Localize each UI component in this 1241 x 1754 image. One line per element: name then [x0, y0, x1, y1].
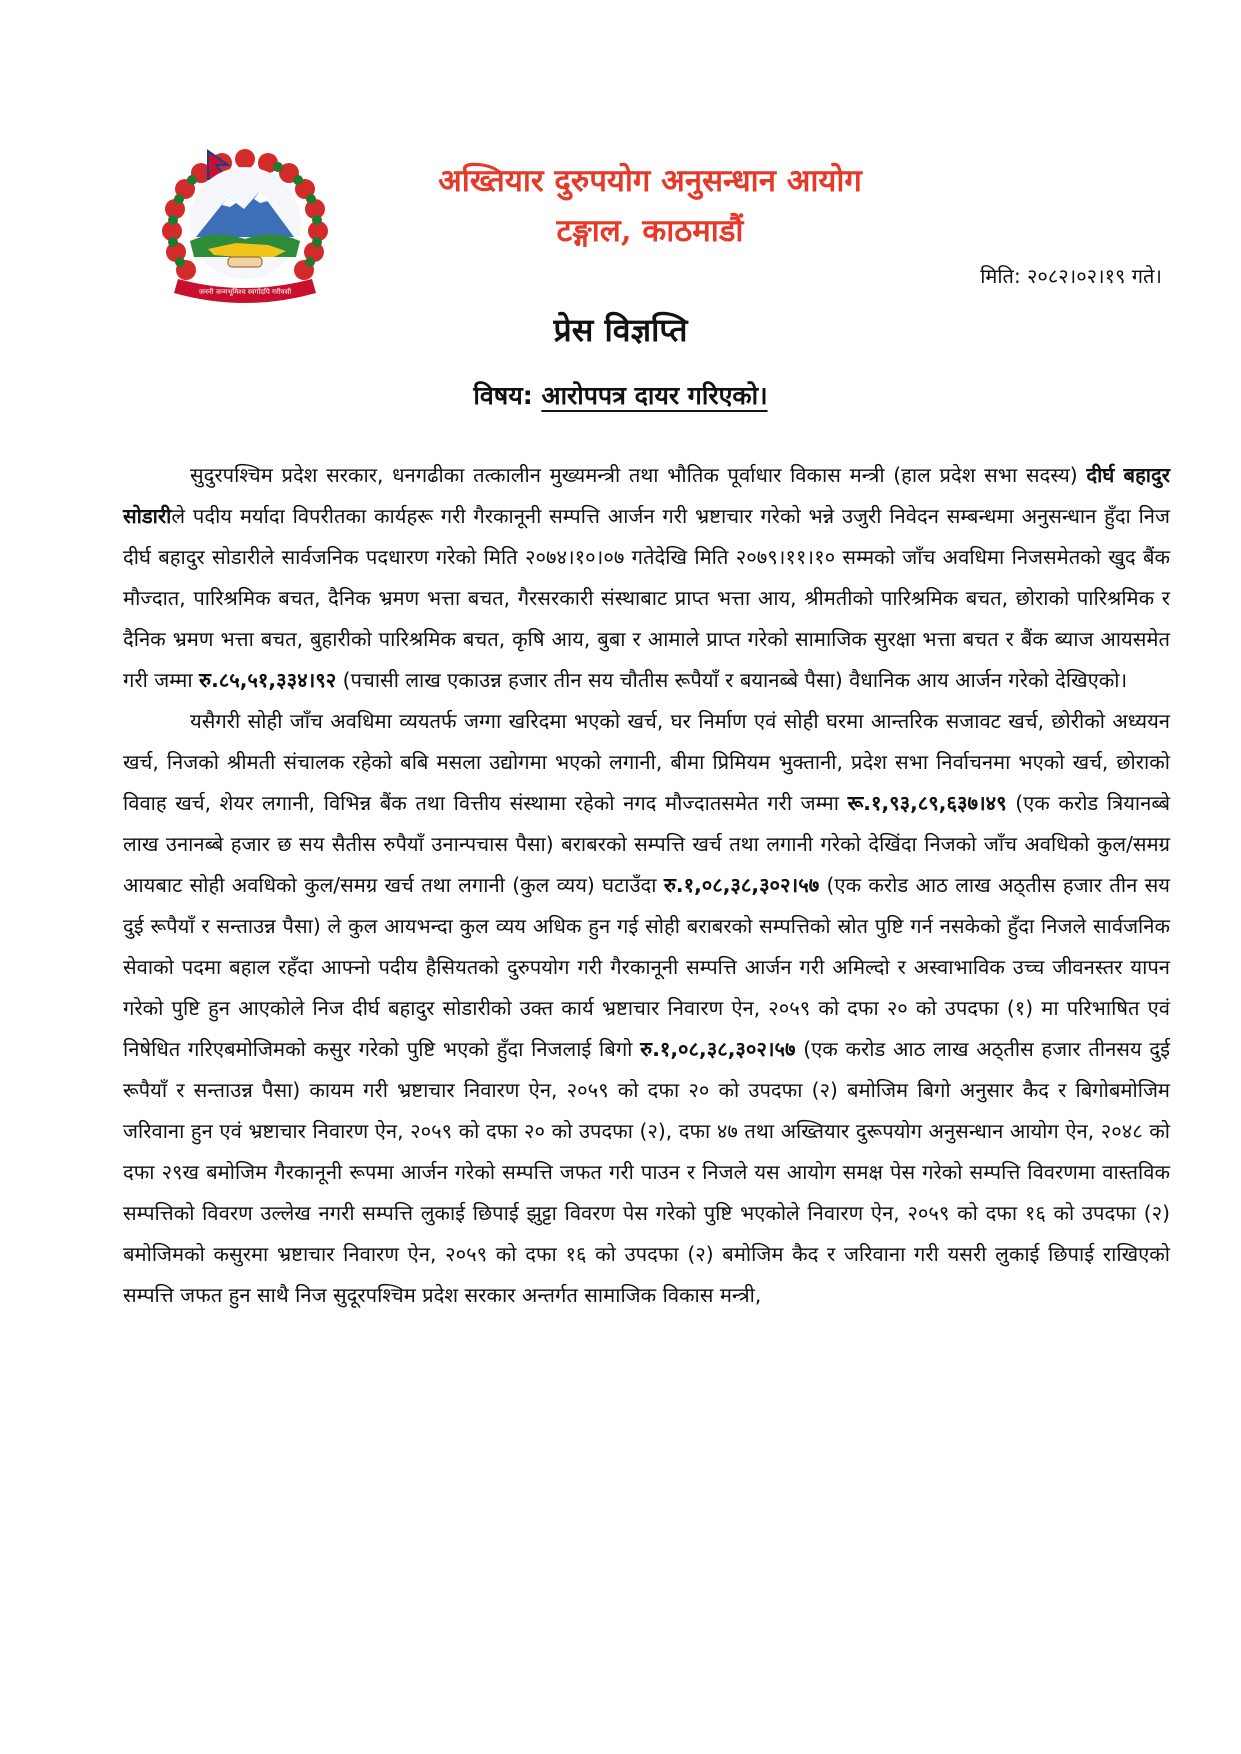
svg-text:जननी जन्मभूमिश्च स्वर्गादपि गर: जननी जन्मभूमिश्च स्वर्गादपि गरीयसी — [198, 288, 292, 296]
paragraph-2 — [123, 701, 1170, 1316]
expenditure-amount: रू.१,९३,८९,६३७।४९ — [847, 791, 1007, 815]
subject-label: विषय: — [473, 381, 533, 410]
legal-income-amount: रु.८५,५१,३३४।९२ — [199, 668, 337, 692]
paragraph-2-text-b: (एक करोड त्रियानब्बे लाख उनानब्बे हजार छ सय सैतीस रुपैयाँ उनान्पचास पैसा) बराबरको सम्पत्ति खर्च तथा लगानी गरेको देखिंदा निजको जाँच अवधिको कुल/समग्र आयबाट सोही अवधिको कुल/समग्र खर्च तथा लगानी (कुल व्यय) घटाउँदा — [123, 791, 1170, 897]
nepal-coat-of-arms-icon — [156, 145, 334, 310]
subject-value: आरोपपत्र दायर गरिएको। — [541, 381, 768, 410]
accused-name: दीर्घ बहादुर सोडारी — [123, 463, 1171, 528]
paragraph-2-text-d: (एक करोड आठ लाख अठ्तीस हजार तीनसय दुई रूपैयाँ र सन्ताउन्न पैसा) कायम गरी भ्रष्टाचार निवारण ऐन, २०५९ को दफा २० को उपदफा (२) बमोजिम बिगो अनुसार कैद र बिगोबमोजिम जरिवाना हुन एवं भ्रष्टाचार निवारण ऐन, २०५९ को दफा २० को उपदफा (२), दफा ४७ तथा अख्तियार दुरूपयोग अनुसन्धान आयोग ऐन, २०४८ को दफा २९ख बमोजिम गैरकानूनी रूपमा आर्जन गरेको सम्पत्ति जफत गरी पाउन र निजले यस आयोग समक्ष पेस गरेको सम्पत्ति विवरणमा वास्तविक सम्पत्तिको विवरण उल्लेख नगरी सम्पत्ति लुकाई छिपाई झुट्टा विवरण पेस गरेको पुष्टि भएकोले निवारण ऐन, २०५९ को दफा १६ को उपदफा (२) बमोजिमको कसुरमा भ्रष्टाचार निवारण ऐन, २०५९ को दफा १६ को उपदफा (२) बमोजिम कैद र जरिवाना गरी यसरी लुकाई छिपाई राखिएको सम्पत्ति जफत हुन साथै निज सुदूरपश्चिम प्रदेश सरकार अन्तर्गत सामाजिक विकास मन्त्री, — [123, 1037, 1170, 1307]
organization-name: अख्तियार दुरुपयोग अनुसन्धान आयोग — [438, 163, 862, 199]
paragraph-2-text-a: यसैगरी सोही जाँच अवधिमा व्ययतर्फ जग्गा खरिदमा भएको खर्च, घर निर्माण एवं सोही घरमा आन्तरिक सजावट खर्च, छोरीको अध्ययन खर्च, निजको श्रीमती संचालक रहेको बबि मसला उद्योगमा भएको लगानी, बीमा प्रिमियम भुक्तानी, प्रदेश सभा निर्वाचनमा भएको खर्च, छोराको विवाह खर्च, शेयर लगानी, विभिन्न बैंक तथा वित्तीय संस्थामा रहेको नगद मौज्दातसमेत गरी जम्मा — [123, 709, 1170, 815]
bigo-amount: रु.१,०८,३८,३०२।५७ — [640, 1037, 796, 1061]
paragraph-2-text-c: (एक करोड आठ लाख अठ्तीस हजार तीन सय दुई रूपैयाँ र सन्ताउन्न पैसा) ले कुल आयभन्दा कुल व्यय अधिक हुन गई सोही बराबरको सम्पत्तिको स्रोत पुष्टि गर्न नसकेको हुँदा निजले सार्वजनिक सेवाको पदमा बहाल रहँदा आफ्नो पदीय हैसियतको दुरुपयोग गरी गैरकानूनी सम्पत्ति आर्जन गरी अमिल्दो र अस्वाभाविक उच्च जीवनस्तर यापन गरेको पुष्टि हुन आएकोले निज दीर्घ बहादुर सोडारीको उक्त कार्य भ्रष्टाचार निवारण ऐन, २०५९ को दफा २० को उपदफा (१) मा परिभाषित एवं निषेधित गरिएबमोजिमको कसुर गरेको पुष्टि भएको हुँदा निजलाई बिगो — [123, 873, 1170, 1061]
excess-amount: रु.१,०८,३८,३०२।५७ — [663, 873, 820, 897]
paragraph-1-text-a: सुदुरपश्चिम प्रदेश सरकार, धनगढीका तत्कालीन मुख्यमन्त्री तथा भौतिक पूर्वाधार विकास मन्त्री (हाल प्रदेश सभा सदस्य) — [190, 463, 1087, 487]
paragraph-1-text-c: (पचासी लाख एकाउन्न हजार तीन सय चौतीस रूपैयाँ र बयानब्बे पैसा) वैधानिक आय आर्जन गरेको देखिएको। — [336, 668, 1128, 692]
organization-address: टङ्गाल, काठमाडौं — [556, 213, 744, 249]
press-release-body — [123, 455, 1170, 1316]
paragraph-1 — [123, 455, 1170, 701]
paragraph-1-text-b: ले पदीय मर्यादा विपरीतका कार्यहरू गरी गैरकानूनी सम्पत्ति आर्जन गरी भ्रष्टाचार गरेको भन्ने उजुरी निवेदन सम्बन्धमा अनुसन्धान हुँदा निज दीर्घ बहादुर सोडारीले सार्वजनिक पदधारण गरेको मिति २०७४।१०।०७ गतेदेखि मिति २०७९।११।१० सम्मको जाँच अवधिमा निजसमेतको खुद बैंक मौज्दात, पारिश्रमिक बचत, दैनिक भ्रमण भत्ता बचत, गैरसरकारी संस्थाबाट प्राप्त भत्ता आय, श्रीमतीको पारिश्रमिक बचत, छोराको पारिश्रमिक र दैनिक भ्रमण भत्ता बचत, बुहारीको पारिश्रमिक बचत, कृषि आय, बुबा र आमाले प्राप्त गरेको सामाजिक सुरक्षा भत्ता बचत र बैंक ब्याज आयसमेत गरी जम्मा — [123, 504, 1170, 692]
subject-line — [0, 377, 1241, 415]
date-line: मिति: २०८२।०२।१९ गते। — [980, 264, 1162, 288]
page-title: प्रेस विज्ञप्ति — [553, 311, 688, 349]
